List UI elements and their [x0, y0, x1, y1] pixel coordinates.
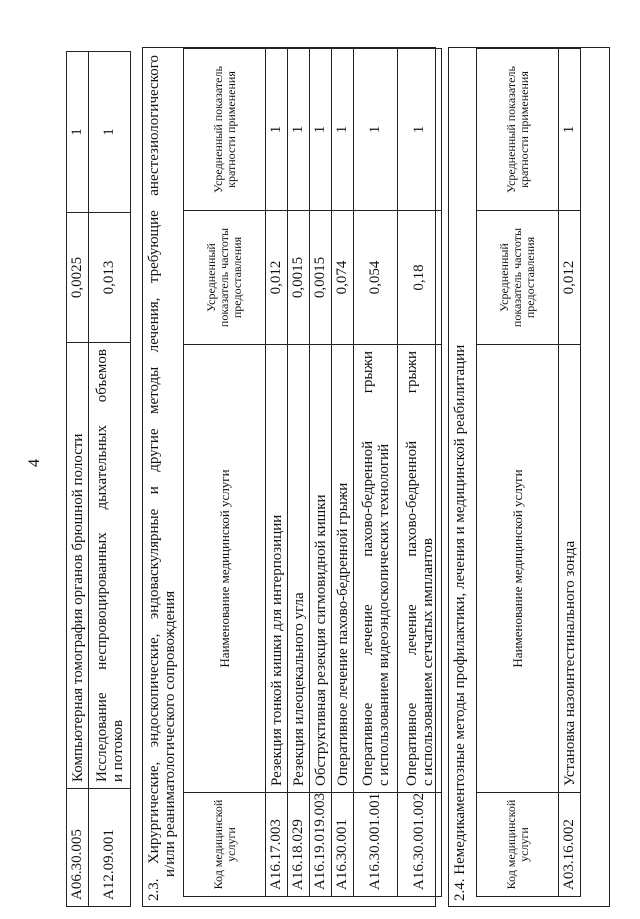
row-code: A16.17.003	[266, 793, 288, 897]
table-row	[266, 49, 288, 897]
row-mult: 1	[310, 49, 332, 211]
row-freq: 0,0015	[288, 211, 310, 345]
table-row	[310, 49, 332, 897]
header-name: Наименование медицинской услуги	[184, 345, 266, 793]
row-freq: 0,012	[266, 211, 288, 345]
row-code: A16.18.029	[288, 793, 310, 897]
row-code: A12.09.001	[89, 789, 131, 907]
section-2-3-title	[146, 55, 178, 901]
row-freq: 0,013	[89, 213, 131, 343]
table-header-row	[477, 49, 559, 897]
row-mult: 1	[354, 49, 398, 211]
row-code: A16.30.001	[332, 793, 354, 897]
table-row	[67, 52, 89, 907]
row-mult: 1	[266, 49, 288, 211]
header-mult: Усредненный показатель кратности применения	[184, 49, 266, 211]
row-name	[89, 343, 131, 789]
row-mult: 1	[67, 52, 89, 213]
row-freq: 0,074	[332, 211, 354, 345]
section-2-3-table	[183, 48, 442, 897]
row-code: A06.30.005	[67, 789, 89, 907]
row-code: A16.30.001.001	[354, 793, 398, 897]
table-header-row	[184, 49, 266, 897]
table-row	[89, 52, 131, 907]
section-2-4-title: 2.4. Немедикаментозные методы профилактики, лечения и медицинской реабилитации	[452, 344, 468, 901]
header-freq: Усредненный показатель частоты предоставления	[477, 211, 559, 345]
row-mult: 1	[288, 49, 310, 211]
row-mult: 1	[89, 52, 131, 213]
header-mult: Усредненный показатель кратности применения	[477, 49, 559, 211]
row-name-line2: с использованием сетчатых имплантов	[419, 538, 436, 786]
row-name-line1: Оперативное лечение пахово-бедренной грыжи	[359, 351, 376, 786]
row-freq: 0,0015	[310, 211, 332, 345]
header-code: Код медицинской услуги	[477, 793, 559, 897]
row-name-line2: с использованием видеоэндоскопических технологий	[375, 443, 392, 786]
table-row	[398, 49, 442, 897]
row-name-line1: Оперативное лечение пахово-бедренной грыжи	[403, 351, 420, 786]
row-mult: 1	[332, 49, 354, 211]
row-name-line2: и потоков	[109, 719, 126, 782]
header-code: Код медицинской услуги	[184, 793, 266, 897]
top-table	[66, 51, 131, 907]
table-row	[332, 49, 354, 897]
row-code: A16.30.001.002	[398, 793, 442, 897]
row-mult: 1	[559, 49, 581, 211]
row-freq: 0,054	[354, 211, 398, 345]
row-name	[354, 345, 398, 793]
row-code: A16.19.019.003	[310, 793, 332, 897]
row-name: Установка назоинтестинального зонда	[559, 345, 581, 793]
header-freq: Усредненный показатель частоты предоставления	[184, 211, 266, 345]
row-code: A03.16.002	[559, 793, 581, 897]
table-row	[288, 49, 310, 897]
row-mult: 1	[398, 49, 442, 211]
row-name	[398, 345, 442, 793]
section-2-4-table	[476, 48, 581, 897]
row-name: Резекция илеоцекального угла	[288, 345, 310, 793]
row-name: Оперативное лечение пахово-бедренной грыжи	[332, 345, 354, 793]
row-name: Резекция тонкой кишки для интерпозиции	[266, 345, 288, 793]
row-freq: 0,0025	[67, 213, 89, 343]
page-number: 4	[26, 459, 43, 467]
section-2-3-title-line1: 2.3. Хирургические, эндоскопические, эндоваскулярные и другие методы лечения, требующие анестезиологического	[146, 55, 162, 901]
row-freq: 0,18	[398, 211, 442, 345]
row-name-line1: Исследование неспровоцированных дыхательных объемов	[93, 349, 110, 782]
table-row	[354, 49, 398, 897]
row-freq: 0,012	[559, 211, 581, 345]
row-name: Компьютерная томография органов брюшной полости	[67, 343, 89, 789]
section-2-3-title-line2: и/или реаниматологического сопровождения	[162, 590, 178, 877]
row-name: Обструктивная резекция сигмовидной кишки	[310, 345, 332, 793]
header-name: Наименование медицинской услуги	[477, 345, 559, 793]
table-row	[559, 49, 581, 897]
